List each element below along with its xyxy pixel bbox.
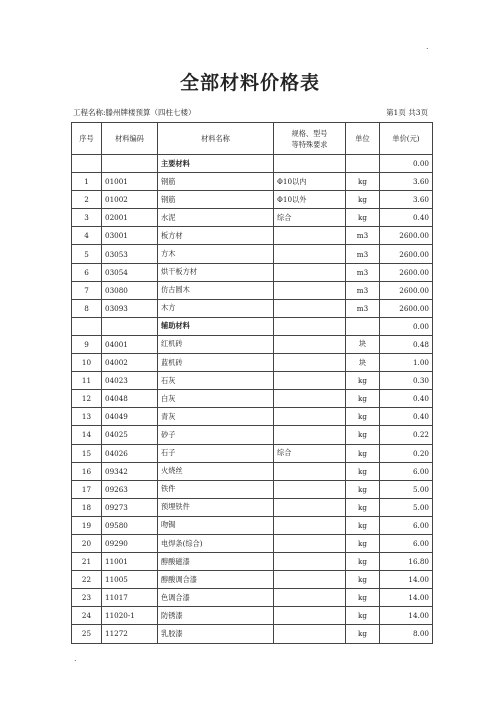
- table-row: [72, 498, 433, 516]
- cell-code: 03093: [102, 299, 158, 317]
- cell-unit: kg: [346, 625, 380, 643]
- cell-price: 3.60: [380, 173, 433, 191]
- cell-code: 09580: [102, 516, 158, 534]
- cell-code: 04026: [102, 444, 158, 462]
- cell-unit: [346, 317, 380, 335]
- cell-name: 电焊条(综合): [158, 534, 274, 552]
- cell-name: 板方材: [158, 227, 274, 245]
- cell-price: 0.40: [380, 390, 433, 408]
- cell-seq: 13: [72, 408, 102, 426]
- cell-spec: [274, 245, 346, 263]
- cell-price: 14.00: [380, 589, 433, 607]
- cell-name: 铁件: [158, 480, 274, 498]
- cell-price: 8.00: [380, 625, 433, 643]
- table-header: [72, 123, 433, 155]
- page-info: 第1页 共3页: [386, 108, 428, 117]
- cell-spec: [274, 227, 346, 245]
- cell-name: 石灰: [158, 372, 274, 390]
- table-row: [72, 408, 433, 426]
- cell-spec: [274, 607, 346, 625]
- cell-code: 09290: [102, 534, 158, 552]
- cell-code: 04025: [102, 426, 158, 444]
- table-row: [72, 245, 433, 263]
- table-row: [72, 372, 433, 390]
- cell-seq: 4: [72, 227, 102, 245]
- header-price: 单价(元): [380, 123, 433, 155]
- cell-seq: 7: [72, 281, 102, 299]
- table-row: [72, 444, 433, 462]
- cell-seq: 2: [72, 191, 102, 209]
- cell-unit: kg: [346, 191, 380, 209]
- cell-spec: [274, 625, 346, 643]
- cell-spec: [274, 498, 346, 516]
- header-name: 材料名称: [158, 123, 274, 155]
- cell-code: 03001: [102, 227, 158, 245]
- cell-price: 5.00: [380, 498, 433, 516]
- cell-spec: [274, 263, 346, 281]
- cell-spec: [274, 335, 346, 353]
- table-row: [72, 354, 433, 372]
- cell-spec: [274, 589, 346, 607]
- table-row: [72, 299, 433, 317]
- cell-unit: kg: [346, 480, 380, 498]
- cell-seq: 12: [72, 390, 102, 408]
- cell-seq: [72, 317, 102, 335]
- cell-code: 04023: [102, 372, 158, 390]
- bottom-mark: .: [74, 654, 77, 663]
- project-name: 工程名称:滕州牌楼预算（四柱七楼）: [73, 108, 196, 117]
- table-row: [72, 227, 433, 245]
- cell-price: 0.48: [380, 335, 433, 353]
- cell-seq: 21: [72, 553, 102, 571]
- cell-price: 16.80: [380, 553, 433, 571]
- cell-price: 0.00: [380, 155, 433, 173]
- cell-code: 03053: [102, 245, 158, 263]
- cell-code: 09273: [102, 498, 158, 516]
- table-row: [72, 625, 433, 643]
- cell-spec: [274, 372, 346, 390]
- cell-price: 2600.00: [380, 227, 433, 245]
- cell-seq: 23: [72, 589, 102, 607]
- cell-code: 03054: [102, 263, 158, 281]
- cell-spec: [274, 155, 346, 173]
- cell-name: 方木: [158, 245, 274, 263]
- cell-seq: 19: [72, 516, 102, 534]
- cell-unit: m3: [346, 245, 380, 263]
- cell-name: 石子: [158, 444, 274, 462]
- cell-unit: kg: [346, 426, 380, 444]
- cell-spec: [274, 426, 346, 444]
- cell-spec: [274, 317, 346, 335]
- page-title: 全部材料价格表: [179, 72, 320, 94]
- cell-name: 白灰: [158, 390, 274, 408]
- cell-seq: 25: [72, 625, 102, 643]
- header-seq: 序号: [72, 123, 102, 155]
- cell-spec: Φ10以内: [274, 173, 346, 191]
- cell-seq: 10: [72, 354, 102, 372]
- cell-price: 2600.00: [380, 245, 433, 263]
- header-code: 材料编码: [102, 123, 158, 155]
- cell-price: 0.20: [380, 444, 433, 462]
- table-row: [72, 516, 433, 534]
- cell-name: 水泥: [158, 209, 274, 227]
- cell-spec: [274, 281, 346, 299]
- cell-price: 3.60: [380, 191, 433, 209]
- cell-price: 0.40: [380, 209, 433, 227]
- cell-name: 青灰: [158, 408, 274, 426]
- cell-price: 14.00: [380, 571, 433, 589]
- cell-seq: 1: [72, 173, 102, 191]
- cell-unit: kg: [346, 516, 380, 534]
- cell-seq: 6: [72, 263, 102, 281]
- cell-unit: kg: [346, 209, 380, 227]
- table-row: [72, 571, 433, 589]
- cell-price: 0.22: [380, 426, 433, 444]
- table-row: [72, 209, 433, 227]
- cell-code: 02001: [102, 209, 158, 227]
- cell-code: 01002: [102, 191, 158, 209]
- cell-seq: 20: [72, 534, 102, 552]
- table-row: [72, 553, 433, 571]
- cell-name: 色调合漆: [158, 589, 274, 607]
- header-spec: 规格、型号 等特殊要求: [274, 123, 346, 155]
- cell-seq: 16: [72, 462, 102, 480]
- table-row: [72, 534, 433, 552]
- cell-code: 04002: [102, 354, 158, 372]
- cell-code: 11017: [102, 589, 158, 607]
- cell-seq: [72, 155, 102, 173]
- cell-price: 6.00: [380, 516, 433, 534]
- cell-price: 2600.00: [380, 299, 433, 317]
- cell-spec: [274, 571, 346, 589]
- cell-unit: kg: [346, 408, 380, 426]
- cell-unit: kg: [346, 372, 380, 390]
- cell-code: [102, 317, 158, 335]
- cell-seq: 22: [72, 571, 102, 589]
- cell-name: 火烧丝: [158, 462, 274, 480]
- cell-code: 09263: [102, 480, 158, 498]
- cell-name: 乳胶漆: [158, 625, 274, 643]
- cell-seq: 14: [72, 426, 102, 444]
- table-row: [72, 480, 433, 498]
- cell-code: 11020-1: [102, 607, 158, 625]
- cell-unit: kg: [346, 173, 380, 191]
- cell-name: 预埋铁件: [158, 498, 274, 516]
- materials-price-table: [71, 122, 433, 644]
- cell-name: 主要材料: [158, 155, 274, 173]
- top-mark: .: [426, 42, 429, 51]
- cell-unit: kg: [346, 444, 380, 462]
- cell-code: 11272: [102, 625, 158, 643]
- table-row: [72, 191, 433, 209]
- table-row: [72, 263, 433, 281]
- cell-name: 辅助材料: [158, 317, 274, 335]
- table-row: [72, 426, 433, 444]
- cell-name: 醇酸调合漆: [158, 571, 274, 589]
- section-row: [72, 317, 433, 335]
- cell-price: 6.00: [380, 462, 433, 480]
- cell-seq: 11: [72, 372, 102, 390]
- cell-code: 04001: [102, 335, 158, 353]
- cell-spec: 综合: [274, 444, 346, 462]
- cell-price: 5.00: [380, 480, 433, 498]
- cell-name: 仿古圆木: [158, 281, 274, 299]
- cell-name: 烘干板方材: [158, 263, 274, 281]
- cell-price: 6.00: [380, 534, 433, 552]
- cell-unit: kg: [346, 534, 380, 552]
- table-row: [72, 335, 433, 353]
- cell-spec: Φ10以外: [274, 191, 346, 209]
- cell-code: 11005: [102, 571, 158, 589]
- cell-unit: m3: [346, 299, 380, 317]
- cell-spec: [274, 534, 346, 552]
- cell-price: 0.40: [380, 408, 433, 426]
- cell-code: [102, 155, 158, 173]
- cell-price: 2600.00: [380, 281, 433, 299]
- cell-code: 09342: [102, 462, 158, 480]
- cell-seq: 15: [72, 444, 102, 462]
- cell-seq: 3: [72, 209, 102, 227]
- cell-unit: kg: [346, 553, 380, 571]
- cell-name: 钢筋: [158, 191, 274, 209]
- cell-unit: 块: [346, 335, 380, 353]
- cell-seq: 5: [72, 245, 102, 263]
- cell-code: 01001: [102, 173, 158, 191]
- cell-name: 钢筋: [158, 173, 274, 191]
- cell-name: 防锈漆: [158, 607, 274, 625]
- cell-unit: 块: [346, 354, 380, 372]
- cell-seq: 8: [72, 299, 102, 317]
- cell-code: 11001: [102, 553, 158, 571]
- cell-name: 蓝机砖: [158, 354, 274, 372]
- cell-spec: [274, 408, 346, 426]
- cell-unit: kg: [346, 462, 380, 480]
- cell-seq: 24: [72, 607, 102, 625]
- section-row: [72, 155, 433, 173]
- table-row: [72, 462, 433, 480]
- cell-price: 14.00: [380, 607, 433, 625]
- cell-name: 木方: [158, 299, 274, 317]
- cell-price: 0.30: [380, 372, 433, 390]
- cell-unit: kg: [346, 607, 380, 625]
- table-row: [72, 173, 433, 191]
- cell-price: 2600.00: [380, 263, 433, 281]
- header-unit: 单位: [346, 123, 380, 155]
- cell-spec: [274, 462, 346, 480]
- table-row: [72, 589, 433, 607]
- cell-name: 吻锔: [158, 516, 274, 534]
- cell-spec: [274, 354, 346, 372]
- cell-seq: 18: [72, 498, 102, 516]
- cell-unit: m3: [346, 263, 380, 281]
- cell-name: 砂子: [158, 426, 274, 444]
- cell-spec: [274, 516, 346, 534]
- cell-spec: 综合: [274, 209, 346, 227]
- cell-name: 红机砖: [158, 335, 274, 353]
- table-row: [72, 390, 433, 408]
- cell-unit: [346, 155, 380, 173]
- cell-spec: [274, 480, 346, 498]
- cell-spec: [274, 299, 346, 317]
- cell-unit: kg: [346, 390, 380, 408]
- cell-code: 03080: [102, 281, 158, 299]
- cell-unit: kg: [346, 589, 380, 607]
- table-row: [72, 281, 433, 299]
- table-body: [72, 155, 433, 644]
- cell-spec: [274, 390, 346, 408]
- cell-seq: 9: [72, 335, 102, 353]
- cell-price: 0.00: [380, 317, 433, 335]
- cell-spec: [274, 553, 346, 571]
- table-row: [72, 607, 433, 625]
- cell-unit: m3: [346, 281, 380, 299]
- cell-name: 醇酸磁漆: [158, 553, 274, 571]
- cell-price: 1.00: [380, 354, 433, 372]
- cell-unit: m3: [346, 227, 380, 245]
- cell-seq: 17: [72, 480, 102, 498]
- cell-code: 04048: [102, 390, 158, 408]
- cell-code: 04049: [102, 408, 158, 426]
- cell-unit: kg: [346, 571, 380, 589]
- cell-unit: kg: [346, 498, 380, 516]
